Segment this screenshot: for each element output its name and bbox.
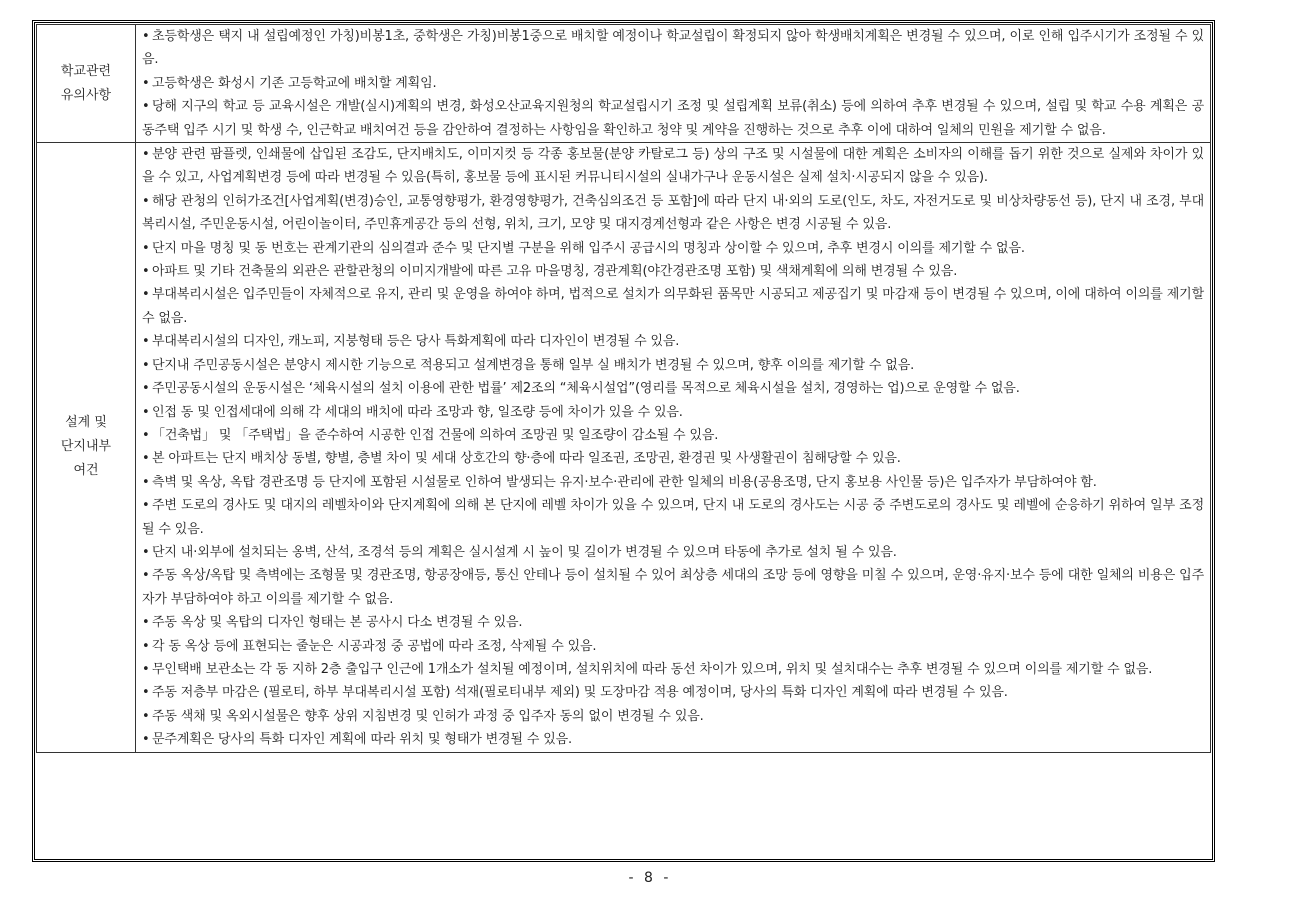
bullet-icon: • [142,75,150,91]
section-label-line: 단지내부 [60,439,112,455]
notice-item-text: 단지내 주민공동시설은 분양시 제시한 기능으로 적용되고 설계변경을 통해 일부 실 배치가 변경될 수 있으며, 향후 이의를 제기할 수 없음. [152,357,915,373]
notice-item-text: 인접 동 및 인접세대에 의해 각 세대의 배치에 따라 조망과 향, 일조량 등에 차이가 있을 수 있음. [152,404,683,420]
section-label-line: 설계 및 [65,415,107,431]
notice-item [142,401,1204,424]
notice-item-text: 주동 옥상 및 옥탑의 디자인 형태는 본 공사시 다소 변경될 수 있음. [152,615,523,631]
notice-item-text: 고등학생은 화성시 기존 고등학교에 배치할 계획임. [152,75,437,91]
bullet-icon: • [142,638,150,654]
bullet-icon: • [142,498,150,514]
notice-item [142,471,1204,494]
notice-item [142,424,1204,447]
notice-item-text: 무인택배 보관소는 각 동 지하 2층 출입구 인근에 1개소가 설치될 예정이며, 설치위치에 따라 동선 차이가 있으며, 위치 및 설치대수는 추후 변경될 수 있으며 이의를 제기할 수 없음. [152,661,1153,677]
notice-item [142,354,1204,377]
bullet-icon: • [142,451,150,467]
notice-item [142,25,1204,72]
notice-item-text: 주민공동시설의 운동시설은 ‘체육시설의 설치 이용에 관한 법률’ 제2조의 “체육시설업”(영리를 목적으로 체육시설을 설치, 경영하는 업)으로 운영할 수 없음. [152,381,1020,397]
section-label-line: 학교관련 [60,63,112,79]
bullet-icon: • [142,685,150,701]
notice-item-text: 초등학생은 택지 내 설립예정인 가칭)비봉1초, 중학생은 가칭)비봉1중으로 배치할 예정이나 학교설립이 확정되지 않아 학생배치계획은 변경될 수 있으며, 이로 인해 입주시기가 조정될 수 있음. [142,29,1204,68]
bullet-icon: • [142,544,150,560]
notice-item [142,143,1204,190]
section-label-line: 여건 [73,463,99,479]
bullet-icon: • [142,29,150,44]
notice-item [142,681,1204,704]
notice-item-text: 주동 저층부 마감은 (필로티, 하부 부대복리시설 포함) 석재(필로티내부 제외) 및 도장마감 적용 예정이며, 당사의 특화 디자인 계획에 따라 변경될 수 있음. [152,685,1008,701]
bullet-icon: • [142,240,150,256]
notice-item [142,705,1204,728]
bullet-icon: • [142,615,150,631]
notice-item-text: 주동 옥상/옥탑 및 측벽에는 조형물 및 경관조명, 항공장애등, 통신 안테나 등이 설치될 수 있어 최상층 세대의 조망 등에 영향을 미칠 수 있으며, 운영·유지·보수 등에 대한 일체의 비용은 입주자가 부담하여야 하고 이의를 제기할 수 없음. [142,568,1204,607]
notice-item [142,330,1204,353]
notice-item [142,447,1204,470]
notice-item-text: 부대복리시설은 입주민들이 자체적으로 유지, 관리 및 운영을 하여야 하며, 법적으로 설치가 의무화된 품목만 시공되고 제공집기 및 마감재 등이 변경될 수 있으며, 이에 대하여 이의를 제기할 수 없음. [142,287,1204,326]
notice-item-text: 단지 마을 명칭 및 동 번호는 관계기관의 심의결과 준수 및 단지별 구분을 위해 입주시 공급시의 명칭과 상이할 수 있으며, 추후 변경시 이의를 제기할 수 없음. [152,240,1025,256]
notice-item-text: 해당 관청의 인허가조건[사업계획(변경)승인, 교통영향평가, 환경영향평가, 건축심의조건 등 포함]에 따라 단지 내·외의 도로(인도, 차도, 자전거도로 및 비상차량동선 등), 단지 내 조경, 부대복리시설, 주민운동시설, 어린이놀이터, 주민휴게공간 등의 선형, 위치, 크기, 모양 및 대지경계선형과 같은 사항은 변경 시공될 수 있음. [142,193,1204,233]
bullet-icon: • [142,334,150,350]
notice-frame [32,20,1215,862]
notice-table [36,24,1211,753]
bullet-icon: • [142,264,150,280]
section-row [37,25,1211,143]
bullet-icon: • [142,357,150,373]
notice-item-text: 주변 도로의 경사도 및 대지의 레벨차이와 단지계획에 의해 본 단지에 레벨 차이가 있을 수 있으며, 단지 내 도로의 경사도는 시공 중 주변도로의 경사도 및 레벨에 순응하기 위하여 일부 조정될 수 있음. [142,498,1204,537]
notice-item-text: 「건축법」 및 「주택법」을 준수하여 시공한 인접 건물에 의하여 조망권 및 일조량이 감소될 수 있음. [152,427,719,443]
notice-item [142,260,1204,283]
bullet-icon: • [142,99,150,115]
notice-item [142,283,1204,330]
notice-item [142,541,1204,564]
notice-item [142,611,1204,634]
bullet-icon: • [142,287,150,303]
notice-item [142,728,1204,751]
notice-item [142,237,1204,260]
notice-item-text: 당해 지구의 학교 등 교육시설은 개발(실시)계획의 변경, 화성오산교육지원청의 학교설립시기 조정 및 설립계획 보류(취소) 등에 의하여 추후 변경될 수 있으며, 설립 및 학교 수용 계획은 공동주택 입주 시기 및 학생 수, 인근학교 배치여건 등을 감안하여 결정하는 사항임을 확인하고 청약 및 계약을 진행하는 것으로 추후 이에 대하여 일체의 민원을 제기할 수 없음. [142,99,1204,138]
notice-item-text: 단지 내·외부에 설치되는 옹벽, 산석, 조경석 등의 계획은 실시설계 시 높이 및 길이가 변경될 수 있으며 타동에 추가로 설치 될 수 있음. [152,544,897,560]
notice-item-text: 아파트 및 기타 건축물의 외관은 관할관청의 이미지개발에 따른 고유 마을명칭, 경관계획(야간경관조명 포함) 및 색채계획에 의해 변경될 수 있음. [152,264,958,280]
bullet-icon: • [142,427,150,443]
notice-item-text: 본 아파트는 단지 배치상 동별, 향별, 층별 차이 및 세대 상호간의 향·층에 따라 일조권, 조망권, 환경권 및 사생활권이 침해당할 수 있음. [152,451,901,467]
notice-item-text: 각 동 옥상 등에 표현되는 줄눈은 시공과정 중 공법에 따라 조정, 삭제될 수 있음. [152,638,597,654]
notice-item [142,635,1204,658]
notice-item-text: 부대복리시설의 디자인, 캐노피, 지붕형태 등은 당사 특화계획에 따라 디자인이 변경될 수 있음. [152,334,680,350]
bullet-icon: • [142,568,150,584]
notice-item [142,190,1204,237]
notice-item-text: 문주계획은 당사의 특화 디자인 계획에 따라 위치 및 형태가 변경될 수 있음. [152,732,573,748]
notice-item-text: 주동 색채 및 옥외시설물은 향후 상위 지침변경 및 인허가 과정 중 입주자 동의 없이 변경될 수 있음. [152,708,704,724]
bullet-icon: • [142,661,150,677]
bullet-icon: • [142,708,150,724]
bullet-icon: • [142,732,150,748]
page-number: - 8 - [628,870,672,886]
notice-item-text: 분양 관련 팜플렛, 인쇄물에 삽입된 조감도, 단지배치도, 이미지컷 등 각종 홍보물(분양 카탈로그 등) 상의 구조 및 시설물에 대한 계획은 소비자의 이해를 돕기 위한 것으로 실제와 차이가 있을 수 있고, 사업계획변경 등에 따라 변경될 수 있음(특히, 홍보물 등에 표시된 커뮤니티시설의 실내가구나 운동시설은 실제 설치·시공되지 않을 수 있음). [142,147,1204,186]
section-label [37,25,136,143]
notice-item [142,494,1204,541]
notice-item [142,95,1204,142]
bullet-icon: • [142,381,150,397]
section-content [136,25,1211,143]
section-row [37,143,1211,753]
section-label-line: 유의사항 [60,87,112,103]
section-content [136,143,1211,753]
bullet-icon: • [142,404,150,420]
bullet-icon: • [142,474,150,490]
bullet-icon: • [142,147,150,163]
notice-item [142,72,1204,95]
notice-item [142,377,1204,400]
notice-item [142,564,1204,611]
notice-item [142,658,1204,681]
bullet-icon: • [142,193,150,209]
section-label [37,143,136,753]
notice-item-text: 측벽 및 옥상, 옥탑 경관조명 등 단지에 포함된 시설물로 인하여 발생되는 유지·보수·관리에 관한 일체의 비용(공용조명, 단지 홍보용 사인물 등)은 입주자가 부담하여야 함. [152,474,1097,490]
